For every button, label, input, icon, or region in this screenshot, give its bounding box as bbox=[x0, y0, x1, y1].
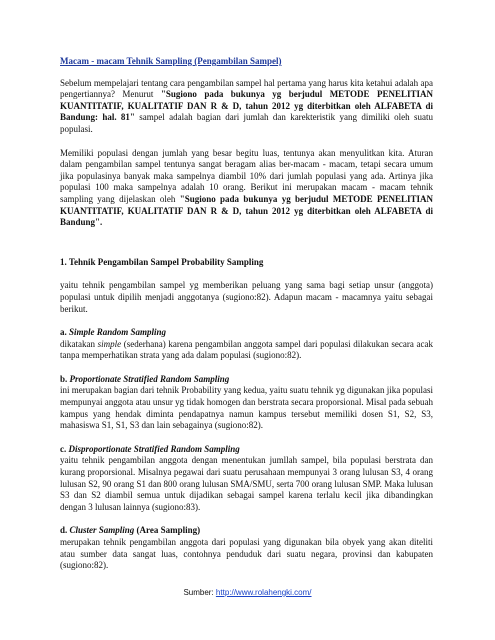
document-title: Macam - macam Tehnik Sampling (Pengambilan Sampel) bbox=[60, 56, 282, 66]
item-title: c. Disproportionate Stratified Random Sampling bbox=[60, 443, 240, 454]
item-d bbox=[60, 525, 433, 571]
population-paragraph bbox=[60, 148, 433, 229]
item-title: b. Proportionate Stratified Random Sampling bbox=[60, 373, 230, 384]
intro-text-end: sampel adalah bagian dari jumlah dan karekteristik yang dimiliki oleh suatu populasi. bbox=[60, 112, 433, 134]
document-body bbox=[60, 56, 433, 584]
intro-text: Sebelum mempelajari tentang cara pengambilan sampel hal pertama yang harus kita ketahui adalah apa pengertiannya? Menurut bbox=[60, 77, 433, 100]
population-text: Memiliki populasi dengan jumlah yang besar begitu luas, tentunya akan menyulitkan kita. Aturan dalam pengambilan sampel tentunya sangat beragam alias ber-macam - macam, tetapi secara umum jika populasinya banyak maka sampelnya diambil 10% dari jumlah populasi yang ada. Artinya jika populasi 100 maka sampelnya adalah 10 orang. Berikut ini merupakan macam - macam tehnik sampling yang dijelaskan oleh bbox=[60, 147, 433, 204]
section-heading: 1. Tehnik Pengambilan Sampel Probability Sampling bbox=[60, 256, 264, 267]
page-footer bbox=[0, 588, 495, 597]
item-title: d. Cluster Sampling (Area Sampling) bbox=[60, 525, 201, 536]
intro-paragraph bbox=[60, 78, 433, 136]
item-c bbox=[60, 444, 433, 514]
item-b bbox=[60, 374, 433, 432]
population-citation: "Sugiono pada bukunya yg berjudul METODE PENELITIAN KUANTITATIF, KUALITATIF DAN R & D, tahun 2012 yg diterbitkan oleh ALFABETA di Bandung". bbox=[60, 193, 433, 228]
item-body: merupakan tehnik pengambilan anggota dari populasi yang digunakan bila obyek yang akan diteliti atau sumber data sangat luas, contohnya penduduk dari suatu negara, provinsi dan kabupaten (sugiono:82). bbox=[60, 537, 433, 571]
item-a bbox=[60, 327, 433, 362]
item-body: yaitu tehnik pengambilan anggota dengan menentukan jumllah sampel, bila populasi berstrata dan kurang proporsional. Misalnya pegawai dari suatu perusahaan mempunyai 3 orang lulusan S3, 4 orang lulusan S2, 90 orang S1 dan 800 orang lulusan SMA/SMU, serta 700 orang lulusan SMP. Maka lulusan S3 dan S2 diambil semua untuk dijadikan sebagai sampel karena terlalu kecil jika dibandingkan dengan 3 lulusan lainnya (sugiono:83). bbox=[60, 455, 433, 512]
intro-citation: "Sugiono pada bukunya yg berjudul METODE PENELITIAN KUANTITATIF, KUALITATIF DAN R & D, tahun 2012 yg diterbitkan oleh ALFABETA di Bandung: hal. 81" bbox=[60, 89, 433, 123]
item-title: a. Simple Random Sampling bbox=[60, 327, 167, 338]
item-body: ini merupakan bagian dari tehnik Probability yang kedua, yaitu suatu tehnik yg digunakan jika populasi mempunyai anggota atau unsur yg tidak homogen dan berstrata secara proporsional. Misal pada sebuah kampus yang hendak diminta pendapatnya namun kampus tersebut memiliki dosen S1, S2, S3, mahasiswa S1, S1, S3 dan lain sebagainya (sugiono:82). bbox=[60, 385, 433, 431]
item-body: dikatakan simple (sederhana) karena pengambilan anggota sampel dari populasi dilakukan secara acak tanpa memperhatikan strata yang ada dalam populasi (sugiono:82). bbox=[60, 338, 433, 361]
footer-label: Sumber: bbox=[183, 588, 216, 597]
section-intro: yaitu tehnik pengambilan sampel yg memberikan peluang yang sama bagi setiap unsur (anggota) populasi untuk dipilih menjadi anggotanya (sugiono:82). Adapun macam - macamnya yaitu sebagai berikut. bbox=[60, 280, 433, 314]
source-link[interactable]: http://www.rolahengki.com/ bbox=[215, 588, 312, 597]
